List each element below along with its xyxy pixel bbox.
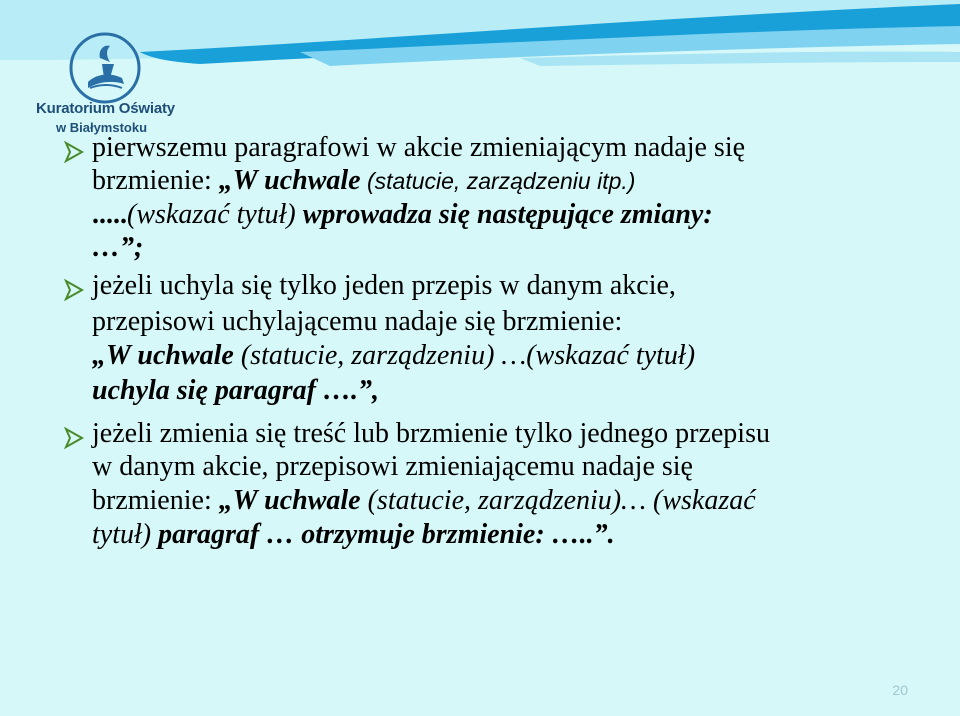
bullet-line <box>92 232 143 264</box>
bullet-line <box>92 132 745 164</box>
text-run: przepisowi uchylającemu nadaje się brzmienie: <box>92 306 623 337</box>
text-run: ..... <box>92 199 127 230</box>
text-run: „W uchwale <box>218 485 361 516</box>
text-run: paragraf … otrzymuje brzmienie: …..”. <box>158 519 615 550</box>
text-run: „W uchwale <box>92 340 234 371</box>
bullet-line <box>92 418 770 450</box>
text-run: jeżeli uchyla się tylko jeden przepis w danym akcie, <box>92 270 676 301</box>
bullet-line <box>92 306 622 338</box>
bullet-line <box>92 519 615 551</box>
text-run: brzmienie: <box>92 165 219 196</box>
logo-name: Kuratorium Oświaty <box>36 100 175 117</box>
bullet-line <box>92 375 379 407</box>
text-run: uchyla się paragraf ….”, <box>92 375 379 406</box>
text-run: jeżeli zmienia się treść lub brzmienie tylko jednego przepisu <box>92 418 770 449</box>
arrow-bullet-icon <box>64 427 86 449</box>
text-run: (statucie, zarządzeniu)… (wskazać <box>360 485 756 516</box>
text-run: tytuł) <box>92 519 159 550</box>
logo-city: w Białymstoku <box>56 120 148 135</box>
text-run: (wskazać tytuł) <box>127 199 303 230</box>
bullet-line <box>92 165 635 197</box>
bullet-line <box>92 270 676 302</box>
bullet-line <box>92 485 756 517</box>
page-number: 20 <box>892 682 908 698</box>
bullet-line <box>92 199 713 231</box>
bullet-line <box>92 340 695 372</box>
bullet-line <box>92 451 693 483</box>
text-run: pierwszemu paragrafowi w akcie zmieniającym nadaje się <box>92 132 746 163</box>
text-run: (statucie, zarządzeniu) …(wskazać tytuł) <box>233 340 696 371</box>
text-run: (statucie, zarządzeniu itp.) <box>360 168 636 194</box>
text-run: brzmienie: <box>92 485 219 516</box>
arrow-bullet-icon <box>64 279 86 301</box>
text-run: wprowadza się następujące zmiany: <box>302 199 713 230</box>
text-run: w danym akcie, przepisowi zmieniającemu nadaje się <box>92 451 693 482</box>
text-run: …”; <box>92 232 144 263</box>
text-run: „W uchwale <box>218 165 361 196</box>
arrow-bullet-icon <box>64 141 86 163</box>
